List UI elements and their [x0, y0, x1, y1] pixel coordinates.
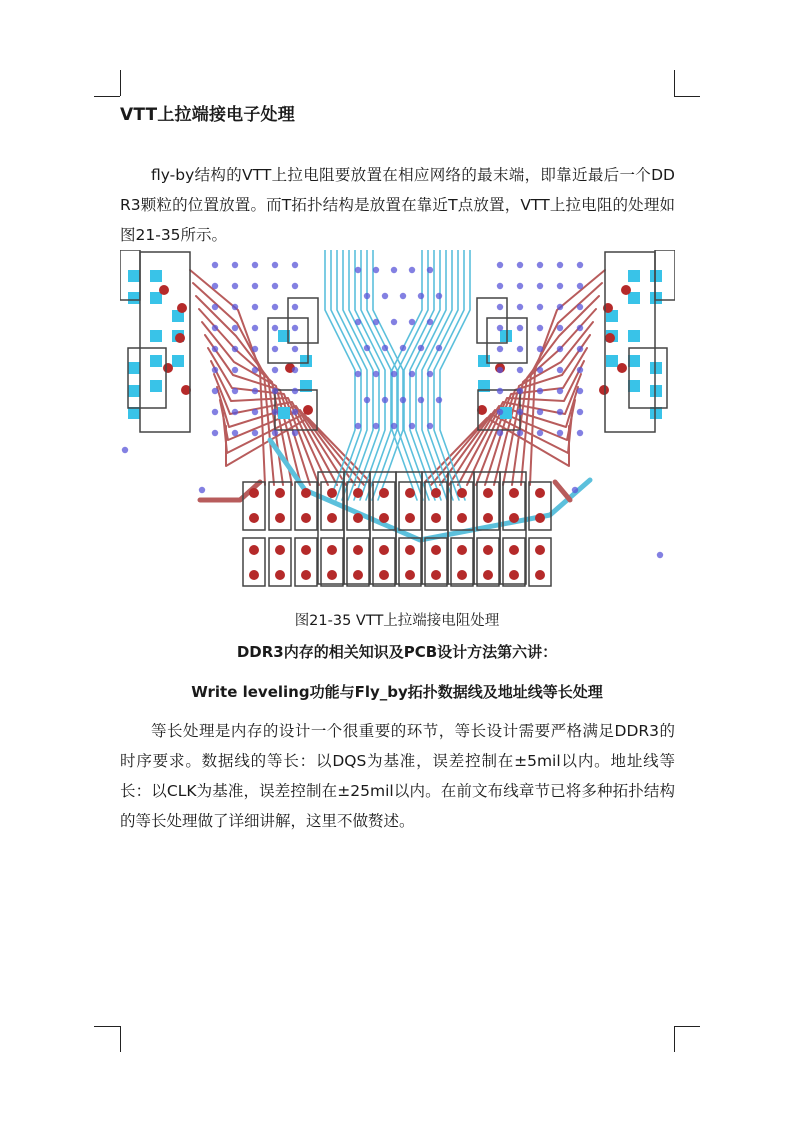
- figure-caption: 图21-35 VTT上拉端接电阻处理: [294, 613, 500, 629]
- via: [557, 430, 563, 436]
- via: [292, 430, 298, 436]
- pcb-pad: [535, 545, 545, 555]
- via: [232, 409, 238, 415]
- via: [355, 267, 361, 273]
- via: [232, 304, 238, 310]
- pcb-pad: [150, 330, 162, 342]
- pcb-pad: [353, 570, 363, 580]
- pcb-pad: [500, 330, 512, 342]
- pcb-pad: [628, 330, 640, 342]
- pcb-pad: [249, 545, 259, 555]
- lecture-title: DDR3内存的相关知识及PCB设计方法第六讲：: [236, 643, 558, 661]
- length-matching-paragraph: 等长处理是内存的设计一个很重要的环节，等长设计需要严格满足DDR3的时序要求。数据线的等长：以DQS为基准，误差控制在±5mil以内。地址线等长：以CLK为基准，误差控制在±25mil以内。在前文布线章节已将多种拓扑结构的等长处理做了详细讲解，这里不做赘述。: [120, 722, 675, 830]
- via: [272, 367, 278, 373]
- via: [272, 346, 278, 352]
- pcb-trace: [555, 482, 570, 500]
- via: [436, 397, 442, 403]
- pcb-pad: [327, 570, 337, 580]
- pcb-pad: [163, 363, 173, 373]
- pcb-pad: [599, 385, 609, 395]
- via: [418, 397, 424, 403]
- via: [292, 409, 298, 415]
- pcb-pad: [457, 570, 467, 580]
- via: [557, 346, 563, 352]
- via: [252, 304, 258, 310]
- via: [232, 346, 238, 352]
- via: [497, 325, 503, 331]
- via: [232, 388, 238, 394]
- via: [212, 262, 218, 268]
- via: [497, 283, 503, 289]
- via: [292, 262, 298, 268]
- pcb-pad: [172, 355, 184, 367]
- via: [577, 409, 583, 415]
- via: [252, 325, 258, 331]
- via: [557, 304, 563, 310]
- crop-mark-top-left-horizontal: [94, 96, 120, 97]
- via: [409, 319, 415, 325]
- via: [391, 371, 397, 377]
- via: [436, 345, 442, 351]
- via: [373, 267, 379, 273]
- pcb-pad: [128, 407, 140, 419]
- via: [418, 293, 424, 299]
- pcb-pad: [457, 488, 467, 498]
- pcb-trace: [512, 296, 599, 485]
- via: [252, 283, 258, 289]
- pcb-pad: [431, 570, 441, 580]
- pcb-pad: [327, 513, 337, 523]
- via: [517, 262, 523, 268]
- pcb-pad: [483, 545, 493, 555]
- pcb-pad: [175, 333, 185, 343]
- via: [212, 430, 218, 436]
- via: [537, 346, 543, 352]
- via: [497, 409, 503, 415]
- pcb-pad: [128, 270, 140, 282]
- via: [537, 283, 543, 289]
- pcb-pad: [128, 385, 140, 397]
- via: [122, 447, 128, 453]
- pcb-trace: [196, 296, 283, 485]
- via: [557, 325, 563, 331]
- pcb-pad: [275, 545, 285, 555]
- pcb-pad: [128, 292, 140, 304]
- via: [572, 487, 578, 493]
- via: [272, 283, 278, 289]
- via: [232, 430, 238, 436]
- via: [212, 346, 218, 352]
- via: [537, 304, 543, 310]
- lecture-subtitle: Write leveling功能与Fly_by拓扑数据线及地址线等长处理: [191, 683, 603, 701]
- pcb-pad: [379, 513, 389, 523]
- via: [292, 346, 298, 352]
- crop-mark-bottom-right-vertical: [674, 1026, 675, 1052]
- crop-mark-top-right-vertical: [674, 70, 675, 96]
- pcb-trace: [431, 413, 572, 485]
- via: [577, 346, 583, 352]
- via: [355, 371, 361, 377]
- pcb-pad: [650, 385, 662, 397]
- via: [373, 371, 379, 377]
- pcb-pad: [509, 513, 519, 523]
- via: [557, 283, 563, 289]
- via: [537, 325, 543, 331]
- via: [427, 371, 433, 377]
- pcb-pad: [353, 545, 363, 555]
- pcb-pad: [249, 513, 259, 523]
- pcb-pad: [301, 545, 311, 555]
- pcb-pad: [650, 362, 662, 374]
- via: [373, 319, 379, 325]
- pcb-pad: [650, 292, 662, 304]
- via: [212, 409, 218, 415]
- pcb-pad: [249, 488, 259, 498]
- via: [382, 293, 388, 299]
- pcb-pad: [379, 570, 389, 580]
- via: [252, 388, 258, 394]
- via: [517, 325, 523, 331]
- via: [382, 345, 388, 351]
- via: [537, 262, 543, 268]
- via: [577, 430, 583, 436]
- via: [212, 367, 218, 373]
- pcb-pad: [128, 362, 140, 374]
- pcb-pad: [301, 570, 311, 580]
- via: [391, 267, 397, 273]
- pcb-pad: [275, 513, 285, 523]
- via: [577, 304, 583, 310]
- via: [517, 430, 523, 436]
- via: [292, 283, 298, 289]
- via: [497, 430, 503, 436]
- via: [577, 388, 583, 394]
- via: [497, 367, 503, 373]
- pcb-pad: [621, 285, 631, 295]
- crop-mark-bottom-left-vertical: [120, 1026, 121, 1052]
- via: [517, 283, 523, 289]
- via: [252, 367, 258, 373]
- pcb-pad: [457, 545, 467, 555]
- via: [577, 283, 583, 289]
- via: [272, 325, 278, 331]
- via: [657, 552, 663, 558]
- via: [517, 367, 523, 373]
- via: [212, 283, 218, 289]
- via: [252, 262, 258, 268]
- via: [292, 325, 298, 331]
- pcb-pad: [431, 488, 441, 498]
- via: [232, 283, 238, 289]
- via: [400, 397, 406, 403]
- via: [364, 397, 370, 403]
- via: [537, 388, 543, 394]
- via: [427, 267, 433, 273]
- via: [436, 293, 442, 299]
- pcb-trace: [422, 250, 452, 500]
- via: [212, 304, 218, 310]
- via: [355, 423, 361, 429]
- via: [212, 325, 218, 331]
- via: [537, 409, 543, 415]
- via: [382, 397, 388, 403]
- via: [497, 346, 503, 352]
- pcb-pad: [249, 570, 259, 580]
- pcb-pad: [150, 270, 162, 282]
- via: [391, 423, 397, 429]
- pcb-pad: [431, 545, 441, 555]
- via: [497, 304, 503, 310]
- crop-mark-top-right-horizontal: [674, 96, 700, 97]
- pcb-pad: [327, 488, 337, 498]
- via: [557, 409, 563, 415]
- pcb-pad: [628, 380, 640, 392]
- pcb-pad: [275, 488, 285, 498]
- pcb-pad: [650, 407, 662, 419]
- pcb-pad: [405, 545, 415, 555]
- pcb-pad: [405, 570, 415, 580]
- pcb-pad: [605, 333, 615, 343]
- via: [517, 304, 523, 310]
- via: [232, 367, 238, 373]
- via: [517, 409, 523, 415]
- pcb-pad: [301, 513, 311, 523]
- pcb-pad: [509, 570, 519, 580]
- via: [373, 423, 379, 429]
- pcb-pad: [483, 570, 493, 580]
- via: [364, 345, 370, 351]
- via: [232, 325, 238, 331]
- pcb-pad: [535, 488, 545, 498]
- via: [391, 319, 397, 325]
- pcb-layout-figure: [120, 250, 675, 595]
- pcb-pad: [606, 355, 618, 367]
- via: [272, 388, 278, 394]
- crop-mark-top-left-vertical: [120, 70, 121, 96]
- via: [292, 367, 298, 373]
- pcb-pad: [405, 513, 415, 523]
- via: [292, 388, 298, 394]
- pcb-pad: [478, 355, 490, 367]
- via: [517, 388, 523, 394]
- pcb-pad: [379, 488, 389, 498]
- via: [212, 388, 218, 394]
- via: [427, 423, 433, 429]
- via: [497, 388, 503, 394]
- via: [252, 430, 258, 436]
- via: [409, 423, 415, 429]
- via: [400, 345, 406, 351]
- via: [232, 262, 238, 268]
- pcb-pad: [650, 270, 662, 282]
- via: [272, 304, 278, 310]
- intro-paragraph: fly-by结构的VTT上拉电阻要放置在相应网络的最末端，即靠近最后一个DDR3颗粒的位置放置。而T拓扑结构是放置在靠近T点放置，VTT上拉电阻的处理如图21-35所示。: [120, 166, 675, 244]
- pcb-pad: [275, 570, 285, 580]
- pcb-pad: [159, 285, 169, 295]
- pcb-pad: [327, 545, 337, 555]
- pcb-pad: [457, 513, 467, 523]
- via: [557, 367, 563, 373]
- pcb-pad: [509, 545, 519, 555]
- via: [537, 430, 543, 436]
- via: [355, 319, 361, 325]
- via: [272, 430, 278, 436]
- pcb-pad: [353, 513, 363, 523]
- pcb-pad: [379, 545, 389, 555]
- pcb-pad: [150, 355, 162, 367]
- via: [364, 293, 370, 299]
- via: [577, 367, 583, 373]
- pcb-pad: [628, 355, 640, 367]
- via: [409, 267, 415, 273]
- pcb-pad: [535, 513, 545, 523]
- via: [497, 262, 503, 268]
- via: [557, 262, 563, 268]
- via: [199, 487, 205, 493]
- via: [557, 388, 563, 394]
- pcb-pad: [353, 488, 363, 498]
- crop-mark-bottom-left-horizontal: [94, 1026, 120, 1027]
- pcb-pad: [617, 363, 627, 373]
- via: [577, 325, 583, 331]
- pcb-pad: [278, 407, 290, 419]
- pcb-pad: [628, 270, 640, 282]
- component-outline: [288, 298, 318, 343]
- via: [427, 319, 433, 325]
- pcb-pad: [300, 355, 312, 367]
- via: [517, 346, 523, 352]
- via: [272, 409, 278, 415]
- via: [252, 346, 258, 352]
- via: [537, 367, 543, 373]
- via: [272, 262, 278, 268]
- pcb-pad: [177, 303, 187, 313]
- pcb-pad: [150, 380, 162, 392]
- pcb-pad: [301, 488, 311, 498]
- pcb-pad: [303, 405, 313, 415]
- pcb-pad: [535, 570, 545, 580]
- via: [292, 304, 298, 310]
- pcb-pad: [483, 513, 493, 523]
- via: [577, 262, 583, 268]
- crop-mark-bottom-right-horizontal: [674, 1026, 700, 1027]
- via: [409, 371, 415, 377]
- pcb-pad: [405, 488, 415, 498]
- pcb-pad: [483, 488, 493, 498]
- pcb-pad: [431, 513, 441, 523]
- pcb-pad: [628, 292, 640, 304]
- via: [252, 409, 258, 415]
- via: [400, 293, 406, 299]
- pcb-pad: [509, 488, 519, 498]
- section-heading: VTT上拉端接电子处理: [120, 105, 295, 125]
- pcb-pad: [150, 292, 162, 304]
- via: [418, 345, 424, 351]
